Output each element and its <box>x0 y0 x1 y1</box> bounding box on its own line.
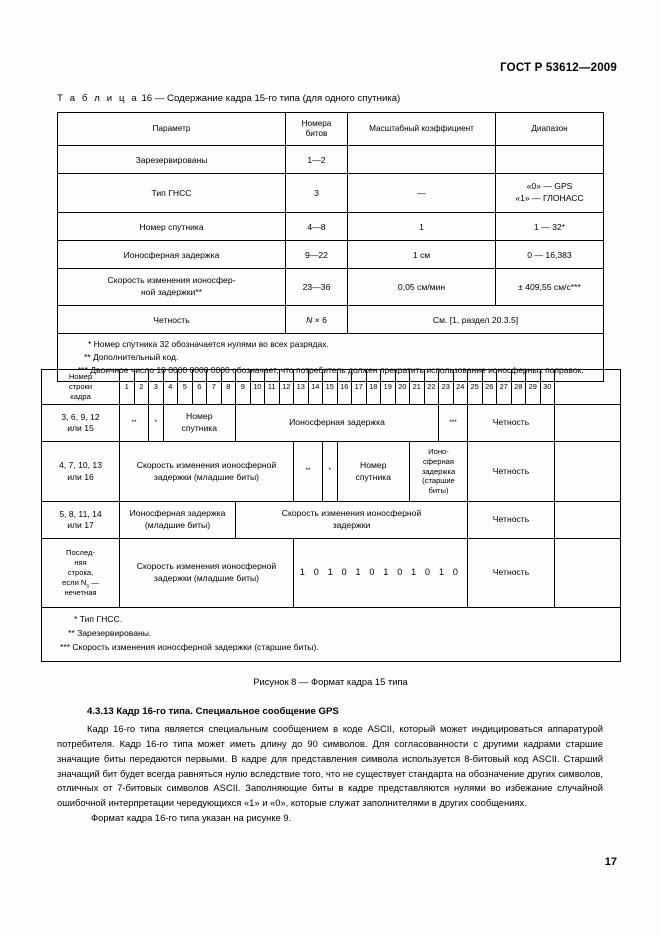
frame-field-gnss-type: * <box>323 442 338 502</box>
table-row <box>58 146 604 174</box>
bit-number: 19 <box>381 370 396 405</box>
frame-field-parity: Четность <box>468 405 555 442</box>
frame-row-label-line1: 3, 6, 9, 12 <box>61 411 100 422</box>
frame-table-notes <box>42 608 621 662</box>
frame-field-line1: Номер <box>360 459 387 470</box>
frame-field-satellite-number <box>163 405 236 442</box>
table-16-caption <box>57 93 400 104</box>
frame-field-line1: Ионосферная задержка <box>129 508 226 519</box>
frame-row-label-line2: или 16 <box>67 471 94 482</box>
column-header-bit-numbers <box>286 113 348 146</box>
cell-bits: 1—2 <box>286 146 348 174</box>
cell-scale: 0,05 см/мин <box>348 269 496 306</box>
frame-row-label-line4-text: если N <box>62 577 87 587</box>
frame-field-line5: биты) <box>428 486 449 496</box>
cell-parameter: Номер спутника <box>58 213 286 241</box>
table-header-row <box>58 113 604 146</box>
bit-number: 14 <box>308 370 323 405</box>
frame-header-spacer <box>555 370 621 405</box>
table-row <box>58 306 604 334</box>
page-header-standard-title: ГОСТ Р 53612—2009 <box>500 62 617 74</box>
bit-number: 24 <box>453 370 468 405</box>
bit-number: 22 <box>424 370 439 405</box>
frame-field-delay-rate-lsb <box>120 539 294 608</box>
section-body <box>57 722 603 826</box>
frame-row <box>42 442 621 502</box>
frame-field-line1: Скорость изменения ионосферной <box>281 508 422 519</box>
frame-field-ionospheric-delay: Ионосферная задержка <box>236 405 439 442</box>
table-16 <box>57 112 604 382</box>
frame-field-parity: Четность <box>468 502 555 539</box>
frame-field-line2: спутника <box>181 423 217 433</box>
cell-parameter: Тип ГНСС <box>58 174 286 213</box>
cell-range: 0 — 16,383 <box>496 241 604 269</box>
frame-row-label <box>42 405 120 442</box>
cell-scale <box>348 146 496 174</box>
frame-row-label-line1: 4, 7, 10, 13 <box>58 460 102 471</box>
frame-field-ionospheric-delay-msb <box>410 442 468 502</box>
bit-number: 15 <box>323 370 338 405</box>
frame-field-line2: спутника <box>355 471 391 482</box>
bit-number: 16 <box>337 370 352 405</box>
table-row <box>58 213 604 241</box>
frame-field-parity: Четность <box>468 442 555 502</box>
cell-range: 1 — 32* <box>496 213 604 241</box>
frame-field-line2: (младшие биты) <box>144 520 211 530</box>
bit-number: 6 <box>192 370 207 405</box>
cell-bits-symbol: N <box>306 314 313 325</box>
frame-row-spacer <box>555 539 621 608</box>
frame-field-line2: задержки (младшие биты) <box>153 471 260 482</box>
cell-bits: 3 <box>286 174 348 213</box>
frame-row <box>42 405 621 442</box>
frame-field-line2: задержки (младшие биты) <box>153 573 260 583</box>
table-note-2: ** Дополнительный код. <box>84 351 179 362</box>
cell-parameter-line2: ной задержки** <box>140 287 202 297</box>
frame-field-delay-rate-msb: *** <box>439 405 468 442</box>
column-header-bit-numbers-line1: Номера <box>301 118 332 128</box>
frame-row-label-line2: или 15 <box>67 423 94 433</box>
bit-number: 30 <box>540 370 555 405</box>
frame-row-label-line5: нечетная <box>64 587 97 597</box>
bit-number: 10 <box>250 370 265 405</box>
bit-number: 11 <box>265 370 280 405</box>
bit-number: 18 <box>366 370 381 405</box>
frame-field-line2: сферная <box>422 456 455 466</box>
bit-number: 3 <box>149 370 164 405</box>
table-caption-prefix: Т а б л и ц а <box>57 93 139 104</box>
cell-range-line2: «1» — ГЛОНАСС <box>515 193 584 203</box>
bit-number: 28 <box>511 370 526 405</box>
row-number-header <box>42 370 120 405</box>
frame-field-reserved: ** <box>120 405 149 442</box>
frame-format-table <box>41 369 621 662</box>
bit-number: 8 <box>221 370 236 405</box>
frame-field-line2: задержки <box>332 520 371 530</box>
frame-row-label <box>42 539 120 608</box>
cell-scale: 1 <box>348 213 496 241</box>
frame-row-label <box>42 502 120 539</box>
cell-bits: 23—36 <box>286 269 348 306</box>
figure-8-caption: Рисунок 8 — Формат кадра 15 типа <box>253 676 408 687</box>
page-number: 17 <box>604 856 617 868</box>
cell-bits: 4—8 <box>286 213 348 241</box>
frame-field-delay-rate-lsb <box>120 442 294 502</box>
frame-row-spacer <box>555 405 621 442</box>
cell-scale: — <box>348 174 496 213</box>
bit-number: 25 <box>468 370 483 405</box>
table-row <box>58 269 604 306</box>
row-number-header-line3: кадра <box>70 391 91 401</box>
section-heading: 4.3.13 Кадр 16-го типа. Специальное сообщение GPS <box>87 706 339 717</box>
column-header-bit-numbers-line2: битов <box>305 129 328 138</box>
frame-field-line1: Ионо- <box>428 446 449 456</box>
cell-reference: См. [1, раздел 20.3.5] <box>348 306 604 334</box>
frame-row-label-line1: Послед- <box>66 548 95 558</box>
cell-scale: 1 см <box>348 241 496 269</box>
frame-field-gnss-type: * <box>149 405 164 442</box>
bit-number: 9 <box>236 370 251 405</box>
table-note-3: *** Двоичное число 10 0000 0000 0000 обозначает, что потребитель должен прекратить использование ионосферных поправок. <box>78 364 584 375</box>
cell-parameter <box>58 269 286 306</box>
frame-note-1: * Тип ГНСС. <box>74 614 123 624</box>
cell-parameter: Четность <box>58 306 286 334</box>
frame-row-label-line2: няя <box>74 558 87 568</box>
bit-number: 27 <box>497 370 512 405</box>
frame-row-label-line3: строка, <box>67 568 94 578</box>
row-number-header-line1: Номер <box>68 372 93 382</box>
frame-row-label-line2: или 17 <box>67 520 94 530</box>
column-header-parameter: Параметр <box>58 113 286 146</box>
table-row <box>58 174 604 213</box>
frame-row-label-subscript: s <box>86 583 90 590</box>
cell-range: ± 409,55 см/с*** <box>496 269 604 306</box>
bit-number: 7 <box>207 370 222 405</box>
frame-note-2: ** Зарезервированы. <box>68 627 152 638</box>
table-caption-rest: 16 — Содержание кадра 15-го типа (для одного спутника) <box>141 93 401 104</box>
cell-range <box>496 146 604 174</box>
cell-bits <box>286 306 348 334</box>
bit-number: 5 <box>178 370 193 405</box>
frame-header-row <box>42 370 621 405</box>
table-note-1: * Номер спутника 32 обозначается нулями во всех разрядах. <box>88 339 329 349</box>
frame-field-ionospheric-delay-lsb <box>120 502 236 539</box>
frame-row-label <box>42 442 120 502</box>
bit-number: 17 <box>352 370 367 405</box>
cell-parameter: Ионосферная задержка <box>58 241 286 269</box>
frame-field-line1: Скорость изменения ионосферной <box>136 459 277 470</box>
column-header-scale-factor: Масштабный коэффициент <box>348 113 496 146</box>
bit-number: 2 <box>134 370 149 405</box>
frame-row <box>42 502 621 539</box>
frame-field-delay-rate <box>236 502 468 539</box>
frame-field-line1: Скорость изменения ионосферной <box>136 561 277 572</box>
cell-parameter-line1: Скорость изменения ионосфер- <box>107 275 236 286</box>
frame-row <box>42 539 621 608</box>
frame-field-line3: задержка <box>421 466 456 476</box>
bit-number: 21 <box>410 370 425 405</box>
bit-number: 1 <box>120 370 135 405</box>
row-number-header-line2: строки <box>68 382 93 392</box>
cell-range <box>496 174 604 213</box>
bit-number: 13 <box>294 370 309 405</box>
frame-field-line4: (старшие <box>422 476 455 486</box>
frame-row-spacer <box>555 502 621 539</box>
bit-number: 12 <box>279 370 294 405</box>
body-paragraph-2: Формат кадра 16-го типа указан на рисунке 9. <box>91 812 292 824</box>
bit-number: 23 <box>439 370 454 405</box>
cell-bits-rest: × 6 <box>312 314 327 325</box>
frame-row-label-line4 <box>62 577 99 590</box>
bit-number: 29 <box>526 370 541 405</box>
frame-row-label-line4-dash: — <box>89 577 99 587</box>
frame-note-3: *** Скорость изменения ионосферной задержки (старшие биты). <box>60 641 319 652</box>
frame-field-satellite-number <box>337 442 410 502</box>
bit-number: 26 <box>482 370 497 405</box>
frame-field-line1: Номер <box>186 411 213 422</box>
frame-row-spacer <box>555 442 621 502</box>
frame-notes-row <box>42 608 621 662</box>
cell-bits: 9—22 <box>286 241 348 269</box>
frame-field-parity: Четность <box>468 539 555 608</box>
frame-field-reserved: ** <box>294 442 323 502</box>
table-row <box>58 241 604 269</box>
cell-range-line1: «0» — GPS <box>526 181 573 192</box>
frame-row-label-line1: 5, 8, 11, 14 <box>59 508 102 519</box>
frame-field-filler-bits: 1 0 1 0 1 0 1 0 1 0 1 0 <box>294 539 468 608</box>
bit-number: 4 <box>163 370 178 405</box>
cell-parameter: Зарезервированы <box>58 146 286 174</box>
column-header-range: Диапазон <box>496 113 604 146</box>
bit-number: 20 <box>395 370 410 405</box>
body-paragraph-1: Кадр 16-го типа является специальным сообщением в коде ASCII, который может индицироваться аппаратурой потребителя. Кадр 16-го типа может иметь длину до 90 символов. Для согласованности с другими кадрами старшие значащие биты передаются первыми. В кадре для представления символа используется 8-битовый код ASCII. Старший значащий бит будет всегда равняться нулю вследствие того, что не существует стандарта на обозначение других символов, отличных от 7-битовых символов ASCII. Заполняющие биты в кадре представляются нулями во избежание случайной ошибочной интерпретации чередующихся «1» и «0», которые служат заполнителями в других сообщениях. <box>57 723 603 809</box>
